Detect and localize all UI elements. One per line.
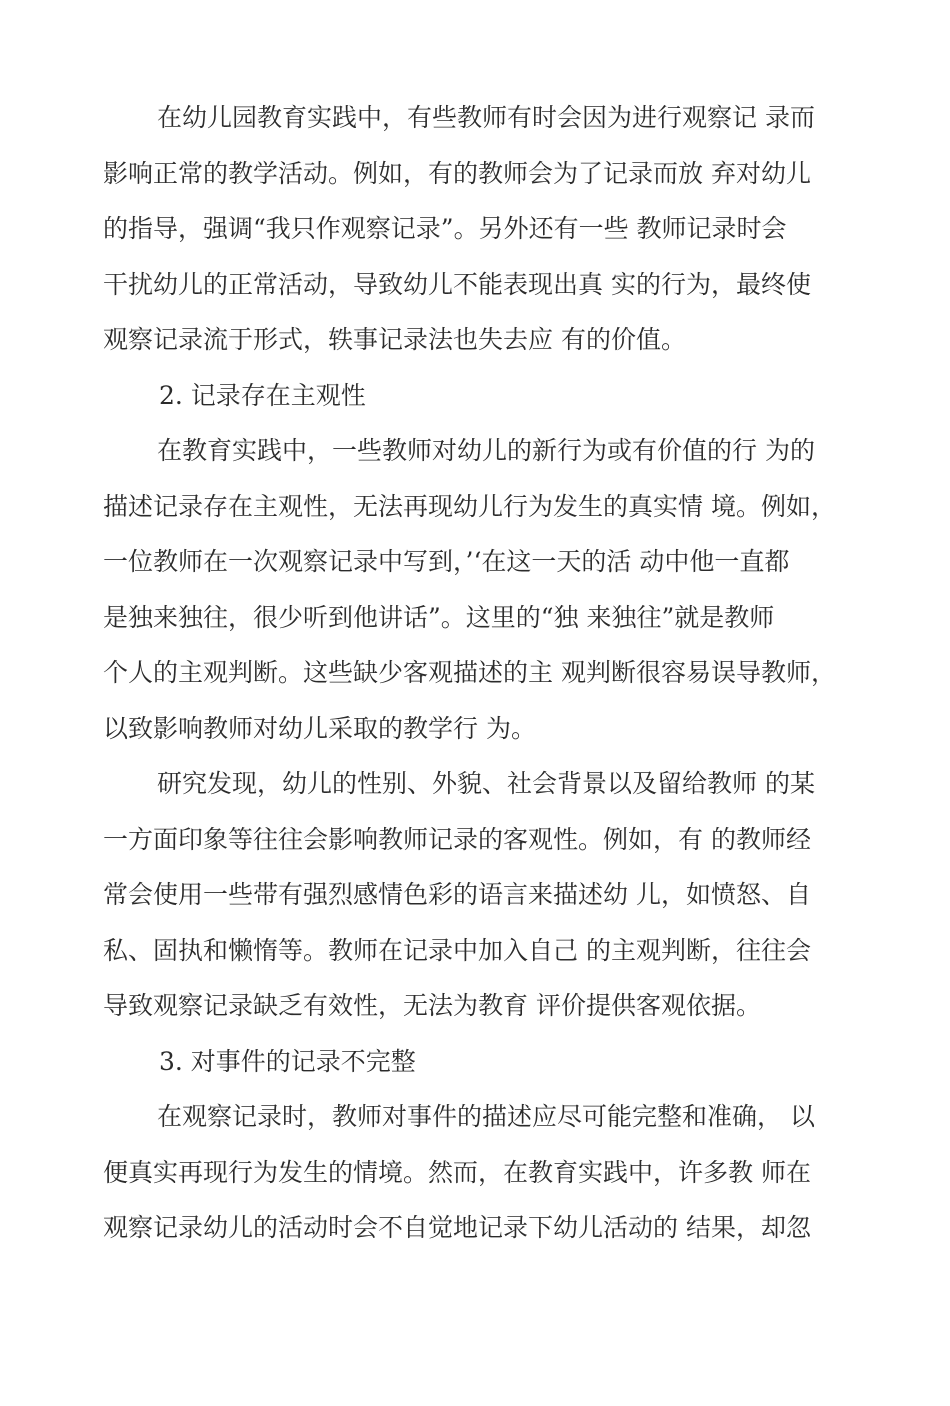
text-line-19: 在观察记录时，教师对事件的描述应尽可能完整和准确， 以 [157,1102,815,1131]
section-heading-3: 3. 对事件的记录不完整 [159,1046,416,1076]
text-line-5: 观察记录流于形式，轶事记录法也失去应 有的价值。 [103,325,686,354]
text-line-7: 在教育实践中，一些教师对幼儿的新行为或有价值的行 为的 [157,436,815,465]
text-line-14: 一方面印象等往往会影响教师记录的客观性。例如，有 的教师经 [103,824,811,854]
text-line-20: 便真实再现行为发生的情境。然而，在教育实践中，许多教 师在 [103,1157,811,1187]
text-line-13: 研究发现，幼儿的性别、外貌、社会背景以及留给教师 的某 [157,769,815,798]
section-heading-2: 2. 记录存在主观性 [159,380,366,410]
text-line-11: 个人的主观判断。这些缺少客观描述的主 观判断很容易误导教师， [103,658,836,687]
text-line-4: 干扰幼儿的正常活动，导致幼儿不能表现出真 实的行为，最终使 [103,269,811,299]
text-line-12: 以致影响教师对幼儿采取的教学行 为。 [103,713,536,743]
text-line-8: 描述记录存在主观性，无法再现幼儿行为发生的真实情 境。例如， [103,491,836,521]
body-text [103,90,863,1256]
text-line-17: 导致观察记录缺乏有效性，无法为教育 评价提供客观依据。 [103,991,761,1020]
text-line-15: 常会使用一些带有强烈感情色彩的语言来描述幼 儿，如愤怒、自 [103,880,811,909]
text-line-1: 在幼儿园教育实践中，有些教师有时会因为进行观察记 录而 [157,103,815,132]
text-line-21: 观察记录幼儿的活动时会不自觉地记录下幼儿活动的 结果，却忽 [103,1213,811,1242]
text-line-10: 是独来独往，很少听到他讲话”。这里的“独 来独往”就是教师 [103,602,775,632]
text-line-3: 的指导，强调“我只作观察记录”。另外还有一些 教师记录时会 [103,214,787,243]
text-line-16: 私、固执和懒惰等。教师在记录中加入自己 的主观判断，往往会 [103,935,811,965]
text-line-9: 一位教师在一次观察记录中写到，’‘在这一天的活 动中他一直都 [103,547,790,576]
text-line-2: 影响正常的教学活动。例如，有的教师会为了记录而放 弃对幼儿 [103,158,811,188]
